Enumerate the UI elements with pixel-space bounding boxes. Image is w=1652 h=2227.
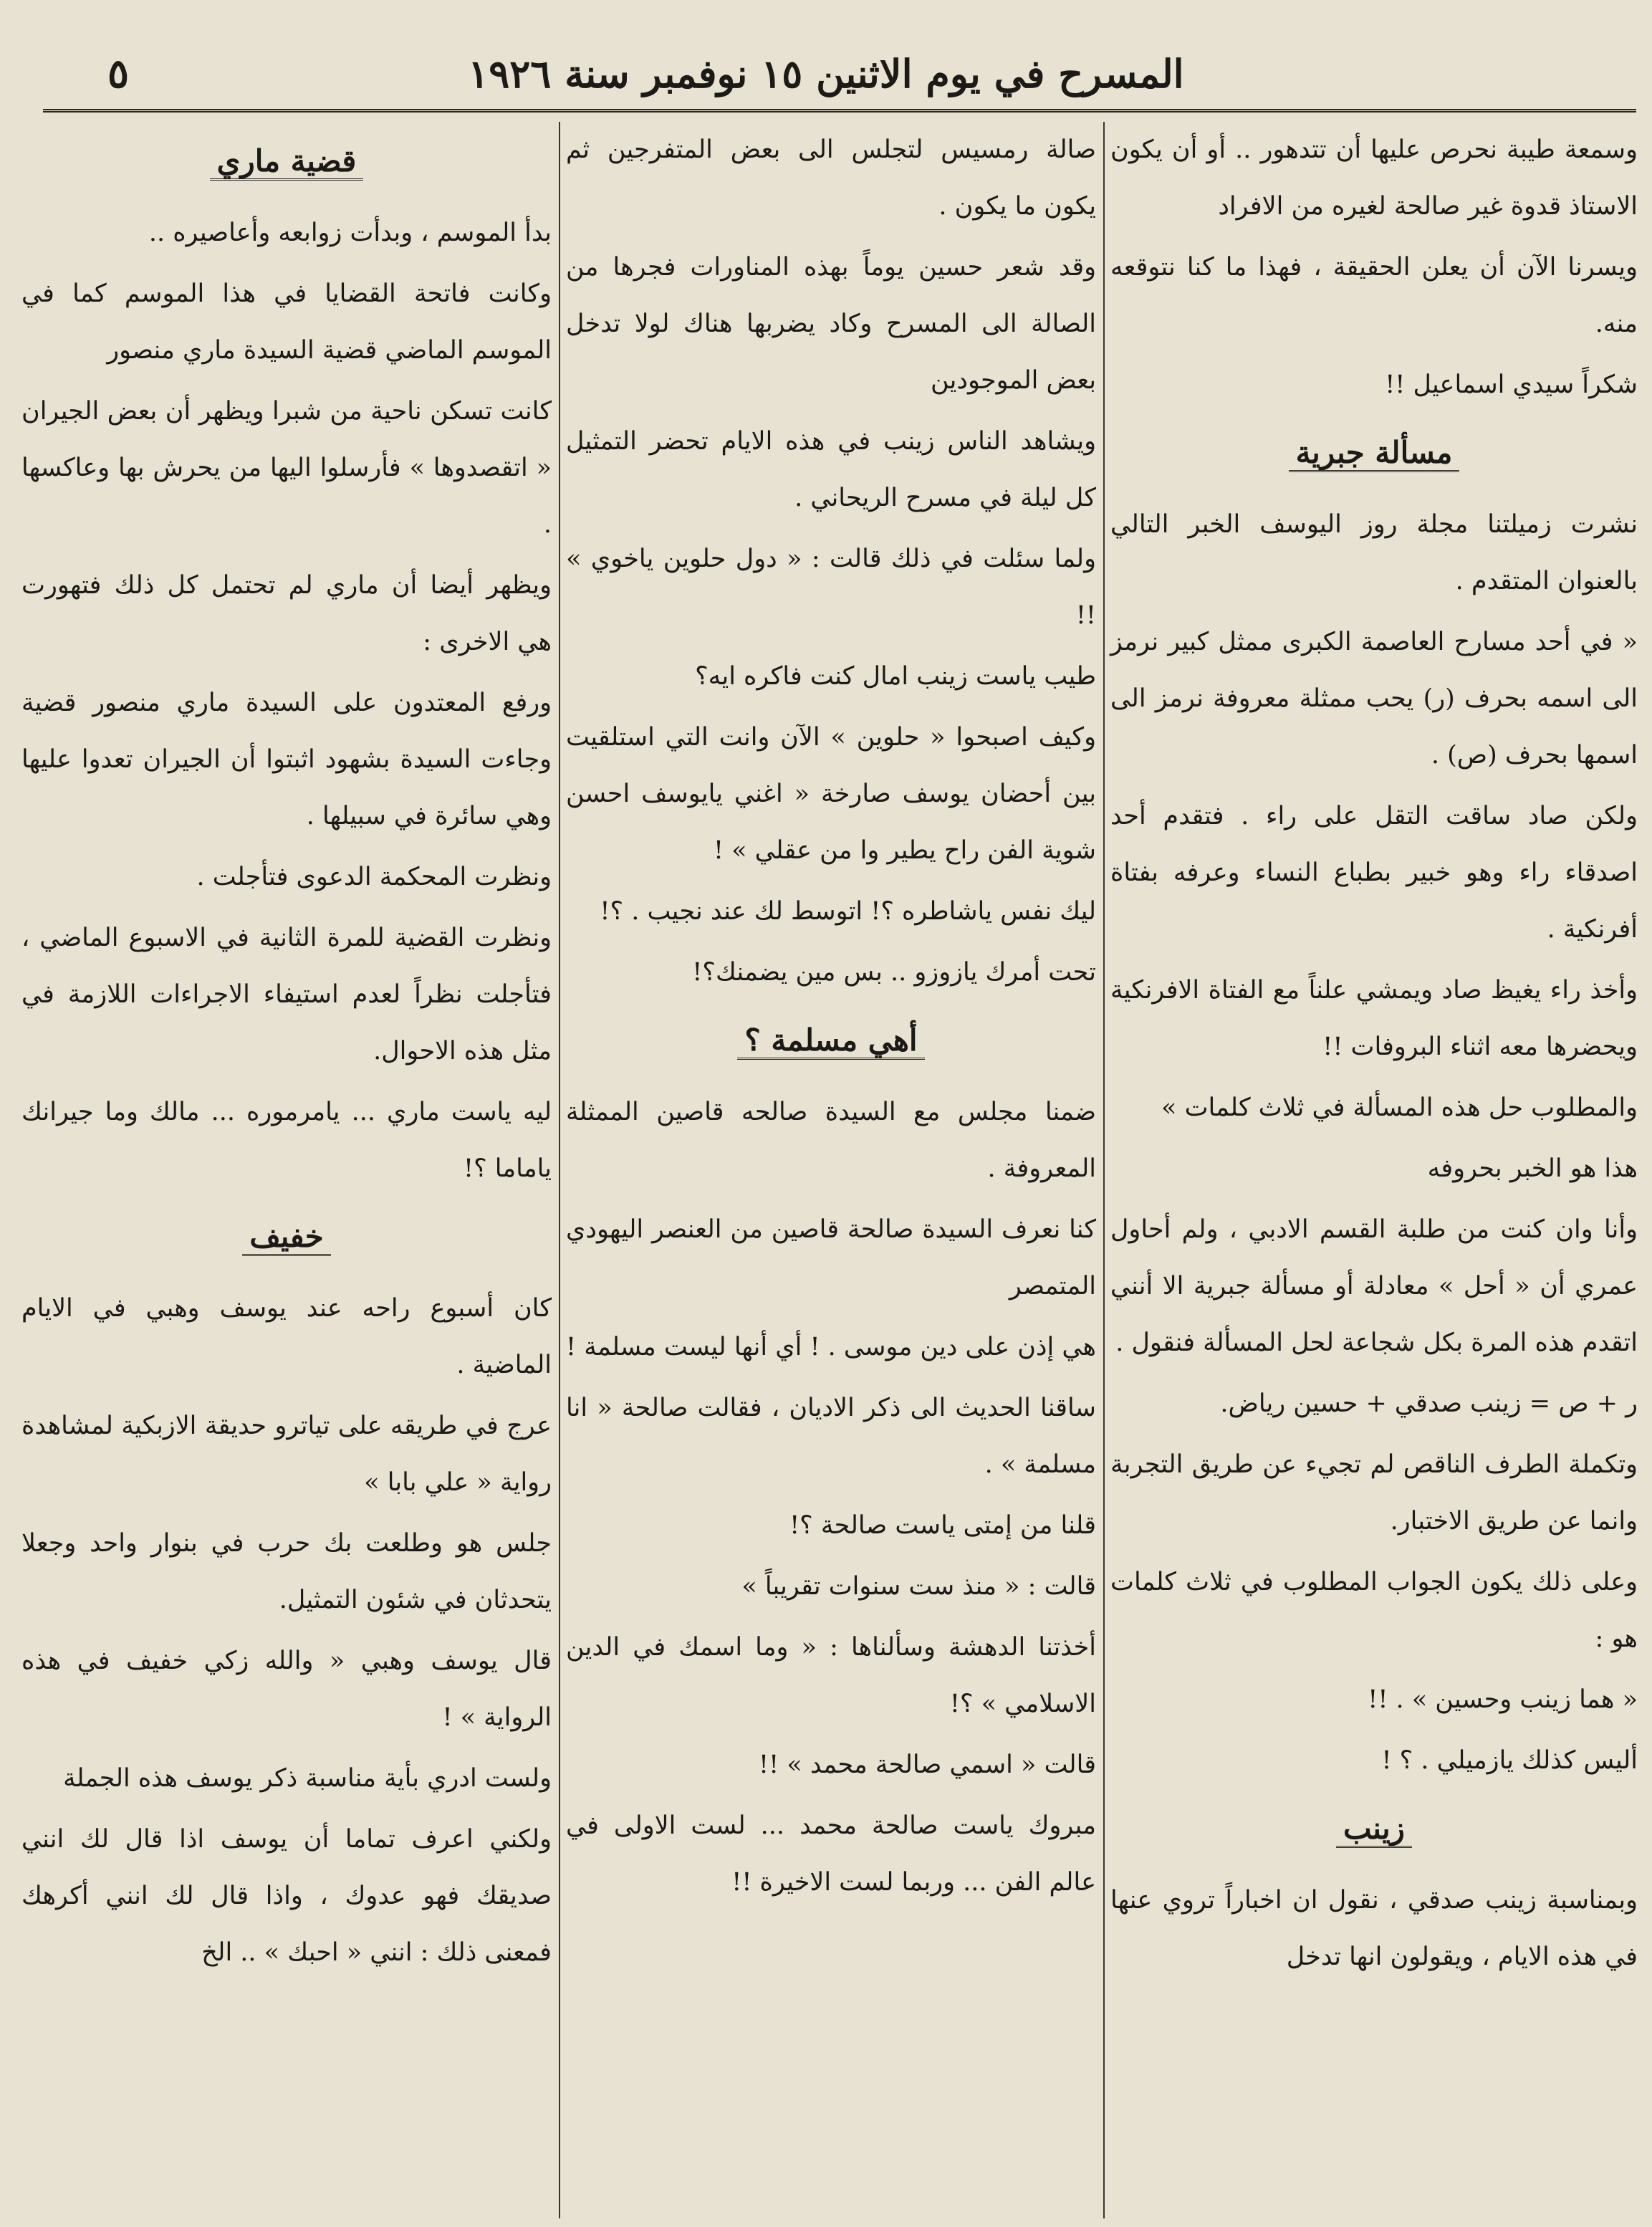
paragraph: وكيف اصبحوا « حلوين » الآن وانت التي استلقيت بين أحضان يوسف صارخة « اغني يايوسف احسن شوية الفن راح يطير وا من عقلي » ! <box>566 723 1096 865</box>
article-heading-text: خفيف <box>242 1219 330 1256</box>
paragraph: وأنا وان كنت من طلبة القسم الادبي ، ولم أحاول عمري أن « أحل » معادلة أو مسألة جبرية الا أنني اتقدم هذه المرة بكل شجاعة لحل المسألة فنقول . <box>1110 1215 1638 1357</box>
paragraph: بدأ الموسم ، وبدأت زوابعه وأعاصيره .. <box>148 219 552 247</box>
paragraph: أخذتنا الدهشة وسألناها : « وما اسمك في الدين الاسلامي » ؟! <box>566 1633 1096 1718</box>
paragraph: ولكن صاد ساقت التقل على راء . فتقدم أحد اصدقاء راء وهو خبير بطباع النساء وعرفه بفتاة أفرنكية . <box>1110 802 1638 944</box>
paragraph: قلنا من إمتى ياست صالحة ؟! <box>789 1511 1096 1540</box>
paragraph: وكانت فاتحة القضايا في هذا الموسم كما في الموسم الماضي قضية السيدة ماري منصور <box>21 279 552 365</box>
paragraph: قالت « اسمي صالحة محمد » !! <box>759 1751 1096 1779</box>
paragraph: وبمناسبة زينب صدقي ، نقول ان اخباراً تروي عنها في هذه الايام ، ويقولون انها تدخل <box>1110 1886 1638 1971</box>
paragraph: تحت أمرك يازوزو .. بس مين يضمنك؟! <box>692 958 1096 987</box>
paragraph: ويظهر أيضا أن ماري لم تحتمل كل ذلك فتهورت هي الاخرى : <box>21 571 552 656</box>
equation-line: ر + ص = زينب صدقي + حسين رياض. <box>1220 1389 1638 1418</box>
paragraph: « في أحد مسارح العاصمة الكبرى ممثل كبير نرمز الى اسمه بحرف (ر) يحب ممثلة معروفة نرمز الى اسمها بحرف (ص) . <box>1110 628 1638 770</box>
paragraph: ساقنا الحديث الى ذكر الاديان ، فقالت صالحة « انا مسلمة » . <box>566 1394 1096 1479</box>
article-heading-text: زينب <box>1336 1811 1412 1848</box>
article-heading-text: مسألة جبرية <box>1289 435 1460 472</box>
paragraph: قال يوسف وهبي « والله زكي خفيف في هذه الرواية » ! <box>21 1647 552 1732</box>
article-heading <box>566 1008 1096 1073</box>
paragraph: ونظرت القضية للمرة الثانية في الاسبوع الماضي ، فتأجلت نظراً لعدم استيفاء الاجراءات اللازمة في مثل هذه الاحوال. <box>21 924 552 1065</box>
article-heading-text: قضية ماري <box>210 143 364 181</box>
column-divider-left <box>559 122 560 2218</box>
paragraph: « هما زينب وحسين » . !! <box>1368 1685 1638 1714</box>
paragraph: جلس هو وطلعت بك حرب في بنوار واحد وجعلا يتحدثان في شئون التمثيل. <box>21 1529 552 1614</box>
paragraph: عرج في طريقه على تياترو حديقة الازبكية لمشاهدة رواية « علي بابا » <box>21 1412 552 1497</box>
paragraph: شكراً سيدي اسماعيل !! <box>1385 370 1638 399</box>
paragraph: وقد شعر حسين يوماً بهذه المناورات فجرها من الصالة الى المسرح وكاد يضربها هناك لولا تدخل بعض الموجودين <box>566 253 1096 395</box>
paragraph: ويسرنا الآن أن يعلن الحقيقة ، فهذا ما كنا نتوقعه منه. <box>1110 253 1638 338</box>
column-left <box>21 122 552 2227</box>
column-right <box>1110 122 1638 2227</box>
paragraph: ويشاهد الناس زينب في هذه الايام تحضر التمثيل كل ليلة في مسرح الريحاني . <box>566 427 1096 512</box>
header-rule <box>43 109 1636 112</box>
article-heading-text: أهي مسلمة ؟ <box>737 1022 924 1060</box>
paragraph: مبروك ياست صالحة محمد ... لست الاولى في عالم الفن ... وربما لست الاخيرة !! <box>566 1811 1096 1897</box>
paragraph: ليك نفس ياشاطره ؟! اتوسط لك عند نجيب . ؟! <box>600 897 1096 926</box>
article-heading <box>21 129 552 193</box>
paragraph: والمطلوب حل هذه المسألة في ثلاث كلمات » <box>1161 1093 1638 1122</box>
page-number: ٥ <box>107 50 130 97</box>
paragraph: وأخذ راء يغيظ صاد ويمشي علناً مع الفتاة الافرنكية ويحضرها معه اثناء البروفات !! <box>1110 976 1638 1061</box>
paragraph: ضمنا مجلس مع السيدة صالحه قاصين الممثلة المعروفة . <box>566 1098 1096 1183</box>
column-divider-right <box>1103 122 1105 2218</box>
paragraph: كان أسبوع راحه عند يوسف وهبي في الايام الماضية . <box>21 1294 552 1379</box>
paragraph: صالة رمسيس لتجلس الى بعض المتفرجين ثم يكون ما يكون . <box>566 135 1096 221</box>
masthead-title: المسرح في يوم الاثنين ١٥ نوفمبر سنة ١٩٢٦ <box>468 51 1184 97</box>
paragraph: هي إذن على دين موسى . ! أي أنها ليست مسلمة ! <box>566 1333 1096 1361</box>
paragraph: ورفع المعتدون على السيدة ماري منصور قضية وجاءت السيدة بشهود اثبتوا أن الجيران تعدوا عليها وهي سائرة في سبيلها . <box>21 689 552 830</box>
paragraph: هذا هو الخبر بحروفه <box>1427 1154 1638 1183</box>
paragraph: وسمعة طيبة نحرص عليها أن تتدهور .. أو أن يكون الاستاذ قدوة غير صالحة لغيره من الافراد <box>1110 135 1638 221</box>
paragraph: نشرت زميلتنا مجلة روز اليوسف الخبر التالي بالعنوان المتقدم . <box>1110 510 1638 595</box>
article-heading <box>1110 1796 1638 1861</box>
masthead <box>0 42 1652 106</box>
paragraph: وعلى ذلك يكون الجواب المطلوب في ثلاث كلمات هو : <box>1110 1568 1638 1653</box>
paragraph: طيب ياست زينب امال كنت فاكره ايه؟ <box>695 662 1096 691</box>
paragraph: وتكملة الطرف الناقص لم تجيء عن طريق التجربة وانما عن طريق الاختبار. <box>1110 1450 1638 1536</box>
article-heading <box>21 1205 552 1269</box>
paragraph: كانت تسكن ناحية من شبرا ويظهر أن بعض الجيران « اتقصدوها » فأرسلوا اليها من يحرش بها وعاكسها . <box>21 397 552 539</box>
paragraph: قالت : « منذ ست سنوات تقريباً » <box>741 1572 1096 1601</box>
paragraph: ولما سئلت في ذلك قالت : « دول حلوين ياخوي » !! <box>566 545 1096 630</box>
paragraph: أليس كذلك يازميلي . ؟ ! <box>1381 1746 1638 1775</box>
paragraph: ليه ياست ماري ... يامرموره ... مالك وما جيرانك ياماما ؟! <box>21 1098 552 1183</box>
paragraph: ولكني اعرف تماما أن يوسف اذا قال لك انني صديقك فهو عدوك ، واذا قال لك انني أكرهك فمعنى ذلك : انني « احبك » .. الخ <box>21 1825 552 1967</box>
paragraph: ونظرت المحكمة الدعوى فتأجلت . <box>196 863 552 891</box>
column-middle <box>566 122 1096 2227</box>
article-heading <box>1110 421 1638 485</box>
paragraph: ولست ادري بأية مناسبة ذكر يوسف هذه الجملة <box>63 1764 552 1793</box>
paragraph: كنا نعرف السيدة صالحة قاصين من العنصر اليهودي المتمصر <box>566 1215 1096 1301</box>
